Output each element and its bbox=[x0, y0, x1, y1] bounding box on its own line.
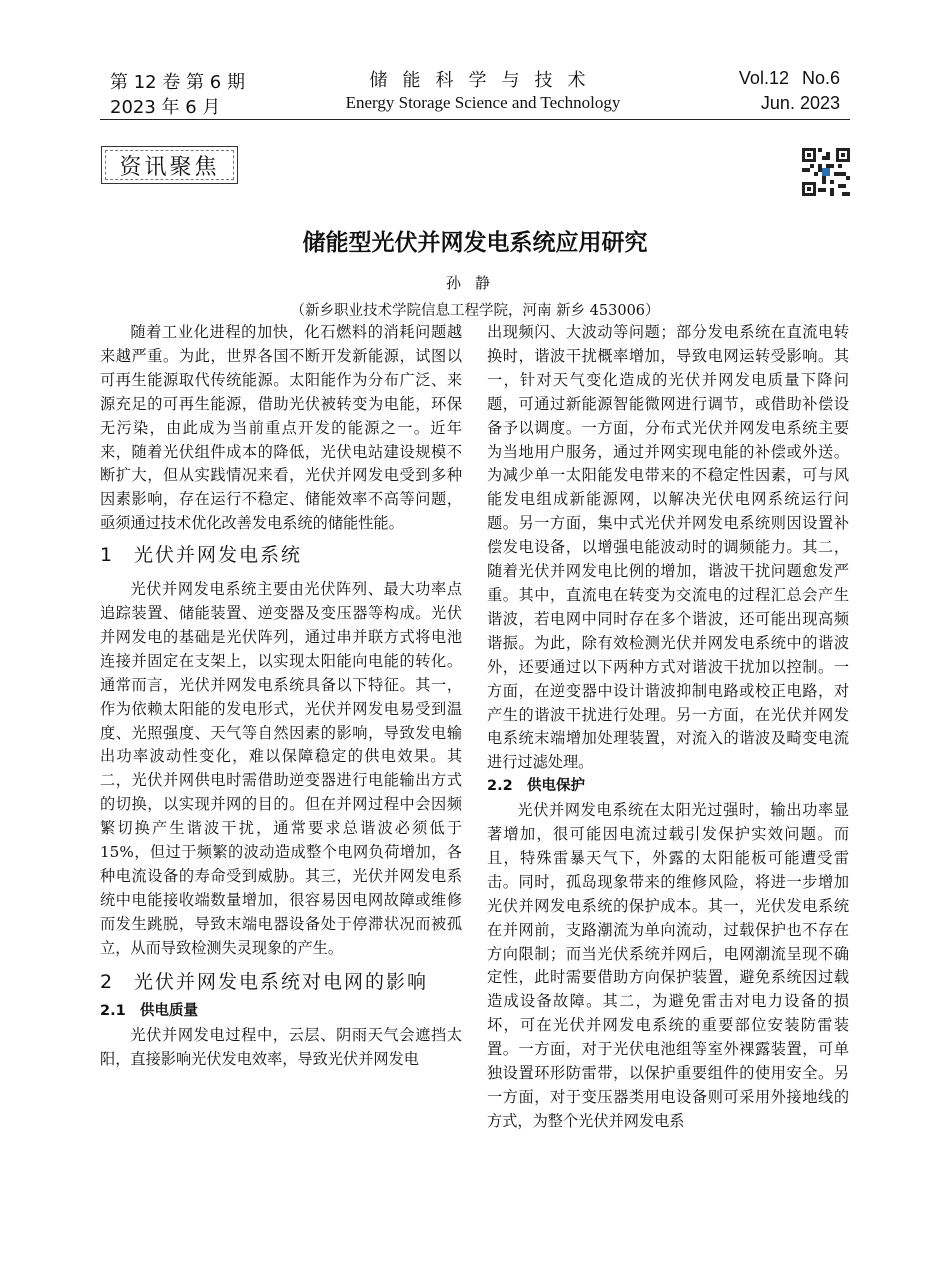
journal-title-en: Energy Storage Science and Technology bbox=[345, 93, 621, 112]
article-author: 孙静 bbox=[445, 274, 504, 292]
section-2-2-number: 2.2 bbox=[487, 778, 513, 795]
column-badge-label: 资讯聚焦 bbox=[105, 150, 234, 180]
section-2-1-title: 供电质量 bbox=[140, 1003, 198, 1020]
section-1-number: 1 bbox=[100, 544, 113, 567]
section-2-2-paragraph: 光伏并网发电系统在太阳光过强时，输出功率显著增加，很可能因电流过载引发保护实效问题。而且，特殊雷暴天气下，外露的太阳能板可能遭受雷击。同时，孤岛现象带来的维修风险，将进一步增加光伏并网发电系统的保护成本。其一，光伏发电系统在并网前，支路潮流为单向流动，过载保护也不存在方向限制；而当光伏系统并网后，电网潮流呈现不确定性，此时需要借助方向保护装置，避免系统因过载造成设备故障。其二，为避免雷击对电力设备的损坏，可在光伏并网发电系统的重要部位安装防雷装置。一方面，对于光伏电池组等室外裸露装置，可单独设置环形防雷带，以保护重要组件的使用安全。另一方面，对于变压器类用电设备则可采用外接地线的方式，为整个光伏并网发电系 bbox=[487, 801, 849, 1130]
section-1-title: 光伏并网发电系统 bbox=[134, 544, 303, 567]
volume-issue-cn: 第 12 卷 第 6 期 bbox=[110, 72, 245, 93]
section-2-2-title: 供电保护 bbox=[527, 778, 585, 795]
left-column bbox=[100, 321, 462, 1072]
journal-title-cn: 储能科学与技术 bbox=[369, 70, 601, 91]
author-affiliation: （新乡职业技术学院信息工程学院，河南 新乡 453006） bbox=[290, 303, 660, 319]
section-2-heading bbox=[100, 971, 462, 995]
section-2-number: 2 bbox=[100, 970, 113, 993]
section-2-1-number: 2.1 bbox=[100, 1003, 126, 1020]
article-title: 储能型光伏并网发电系统应用研究 bbox=[302, 230, 648, 256]
section-2-2-heading bbox=[487, 775, 849, 799]
section-2-title: 光伏并网发电系统对电网的影响 bbox=[134, 970, 429, 993]
section-1-paragraph: 光伏并网发电系统主要由光伏阵列、最大功率点追踪装置、储能装置、逆变器及变压器等构成。光伏并网发电的基础是光伏阵列，通过串并联方式将电池连接并固定在支架上，以实现太阳能向电能的转化。通常而言，光伏并网发电系统具备以下特征。其一，作为依赖太阳能的发电形式，光伏并网发电易受到温度、光照强度、天气等自然因素的影响，导致发电输出功率波动性变化，难以保障稳定的供电效果。其二，光伏并网供电时需借助逆变器进行电能输出方式的切换，以实现并网的目的。但在并网过程中会因频繁切换产生谐波干扰，通常要求总谐波必须低于15%，但过于频繁的波动造成整个电网负荷增加，各种电流设备的寿命受到威胁。其三，光伏并网发电系统中电能接收端数量增加，很容易因电网故障或维修而发生跳脱，导致末端电器设备处于停滞状况而被孤立，从而导致检测失灵现象的产生。 bbox=[100, 580, 462, 957]
section-2-1-paragraph-start: 光伏并网发电过程中，云层、阴雨天气会遮挡太阳，直接影响光伏发电效率，导致光伏并网发电 bbox=[100, 1026, 462, 1069]
section-2-1-heading bbox=[100, 1000, 462, 1024]
date-cn: 2023 年 6 月 bbox=[110, 97, 221, 118]
intro-paragraph: 随着工业化进程的加快，化石燃料的消耗问题越来越严重。为此，世界各国不断开发新能源，试图以可再生能源取代传统能源。太阳能作为分布广泛、来源充足的可再生能源，借助光伏被转变为电能，环保无污染，由此成为当前重点开发的能源之一。近年来，随着光伏组件成本的降低，光伏电站建设规模不断扩大，但从实践情况来看，光伏并网发电受到多种因素影响，存在运行不稳定、储能效率不高等问题，亟须通过技术优化改善发电系统的储能性能。 bbox=[100, 323, 462, 533]
running-header bbox=[0, 0, 950, 122]
section-2-1-paragraph-continued: 出现频闪、大波动等问题；部分发电系统在直流电转换时，谐波干扰概率增加，导致电网运转受影响。其一，针对天气变化造成的光伏并网发电质量下降问题，可通过新能源智能微网进行调节，或借助补偿设备予以调度。一方面，分布式光伏并网发电系统主要为当地用户服务，通过并网实现电能的补偿或外送。为减少单一太阳能发电带来的不稳定性因素，可与风能发电组成新能源网，以解决光伏电网系统运行问题。另一方面，集中式光伏并网发电系统则因设置补偿发电设备，以增强电能波动时的调频能力。其二，随着光伏并网发电比例的增加，谐波干扰问题愈发严重。其中，直流电在转变为交流电的过程汇总会产生谐波，若电网中同时存在多个谐波，还可能出现高频谐振。为此，除有效检测光伏并网发电系统中的谐波外，还要通过以下两种方式对谐波干扰加以控制。一方面，在逆变器中设计谐波抑制电路或校正电路，对产生的谐波干扰进行处理。另一方面，在光伏并网发电系统末端增加处理装置，对流入的谐波及畸变电流进行过滤处理。 bbox=[487, 323, 849, 772]
qr-code-icon bbox=[802, 148, 850, 196]
section-1-heading bbox=[100, 544, 462, 568]
column-badge bbox=[101, 146, 238, 184]
header-rule bbox=[100, 119, 850, 120]
date-en: Jun. 2023 bbox=[760, 93, 840, 113]
volume-issue-en: Vol.12 No.6 bbox=[738, 68, 840, 88]
right-column bbox=[487, 321, 849, 1134]
